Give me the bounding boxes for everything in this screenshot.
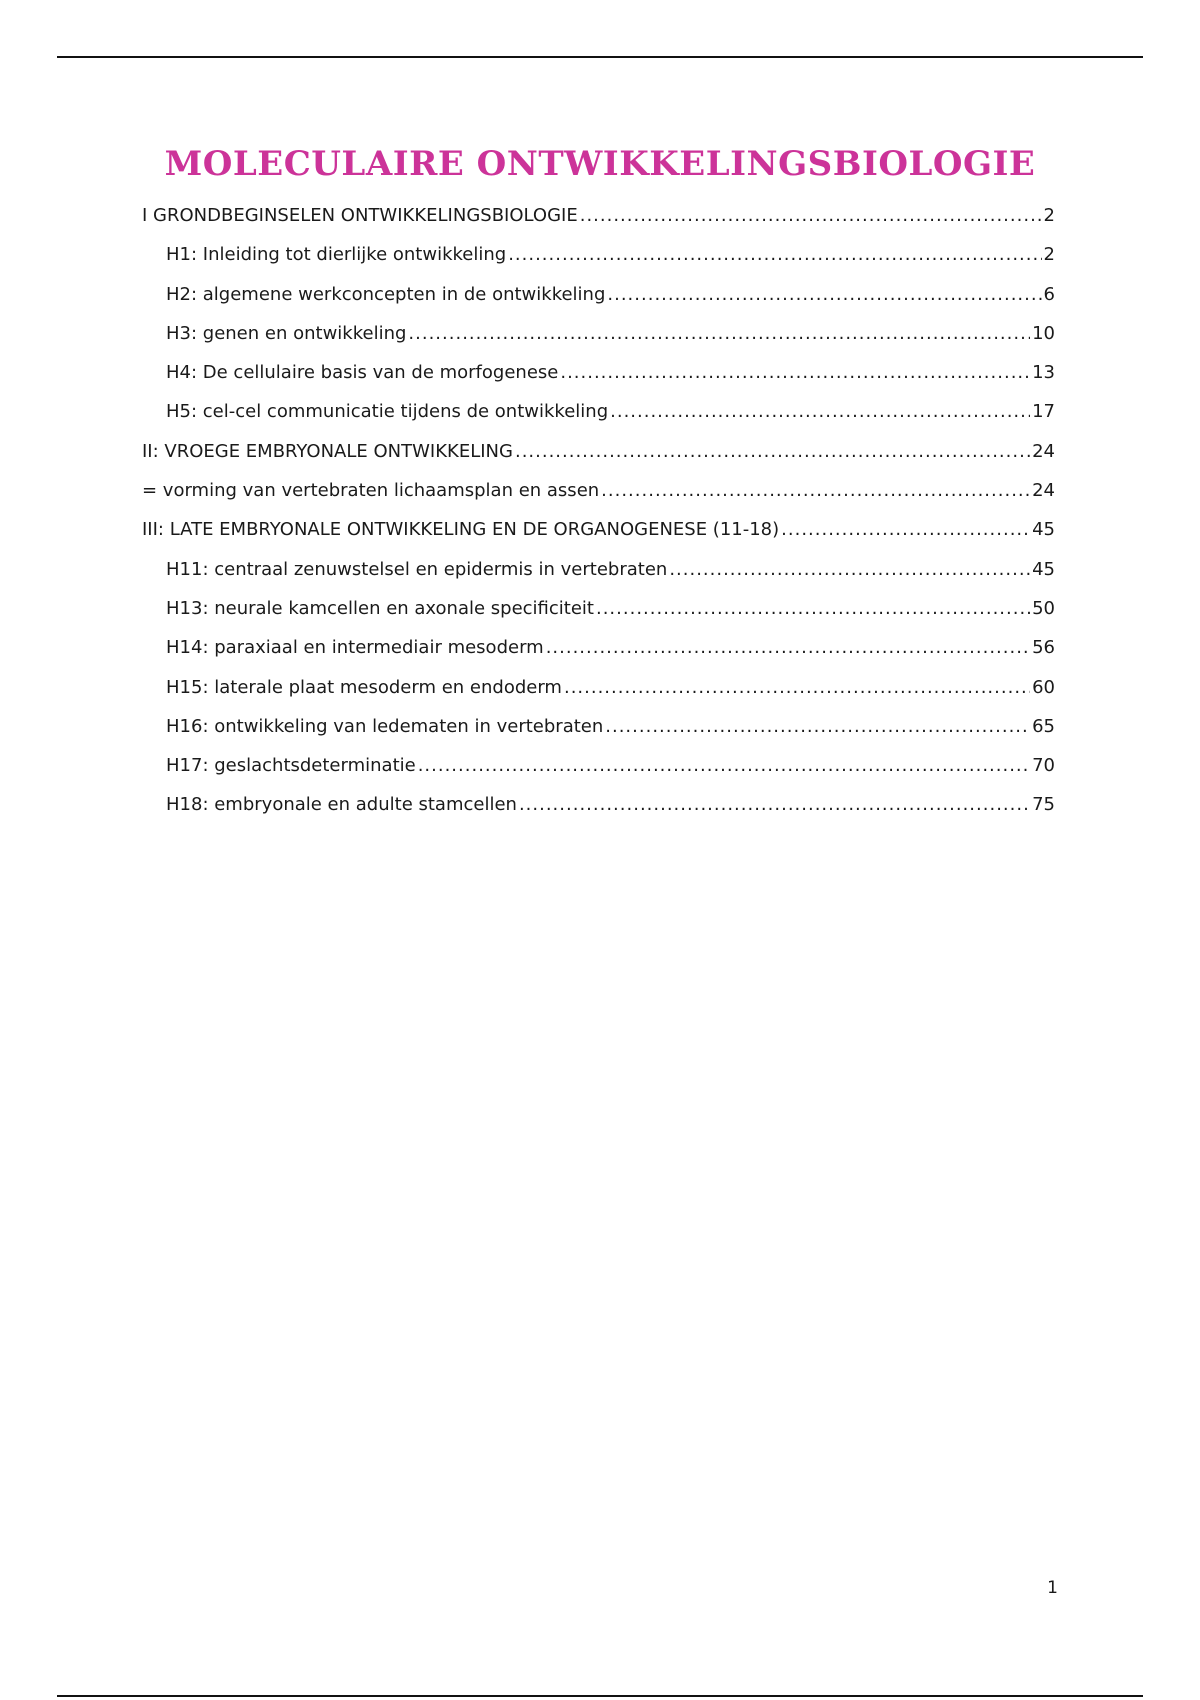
- toc-entry-page: 24: [1032, 440, 1055, 462]
- toc-entry[interactable]: [142, 480, 1055, 519]
- toc-entry-page: 75: [1032, 794, 1055, 816]
- toc-entry[interactable]: [142, 794, 1055, 833]
- toc-entry-label: I GRONDBEGINSELEN ONTWIKKELINGSBIOLOGIE: [142, 205, 578, 226]
- toc-entry-label: H14: paraxiaal en intermediair mesoderm: [166, 637, 544, 659]
- toc-dot-leader: [601, 480, 1030, 501]
- toc-entry-label: H2: algemene werkconcepten in de ontwikkeling: [166, 283, 606, 305]
- toc-dot-leader: [610, 401, 1030, 422]
- toc-entry[interactable]: [142, 559, 1055, 598]
- toc-entry[interactable]: [142, 401, 1055, 440]
- toc-entry-label: H5: cel-cel communicatie tijdens de ontwikkeling: [166, 401, 609, 423]
- toc-dot-leader: [546, 637, 1030, 658]
- toc-dot-leader: [605, 716, 1030, 737]
- toc-entry-label: H13: neurale kamcellen en axonale specificiteit: [166, 597, 594, 619]
- toc-entry[interactable]: [142, 205, 1055, 244]
- toc-entry-page: 45: [1032, 558, 1055, 580]
- toc-entry-label: H1: Inleiding tot dierlijke ontwikkeling: [166, 244, 507, 266]
- toc-entry-label: H11: centraal zenuwstelsel en epidermis in vertebraten: [166, 558, 668, 580]
- toc-entry[interactable]: [142, 441, 1055, 480]
- toc-entry-page: 10: [1032, 322, 1055, 344]
- toc-entry[interactable]: [142, 755, 1055, 794]
- toc-entry-label: H16: ontwikkeling van ledematen in vertebraten: [166, 715, 604, 737]
- toc-entry-page: 2: [1043, 205, 1055, 226]
- bottom-rule: [57, 1695, 1143, 1697]
- toc-dot-leader: [564, 677, 1030, 698]
- toc-dot-leader: [669, 559, 1030, 580]
- toc-entry-page: 50: [1032, 597, 1055, 619]
- toc-entry-label: H3: genen en ontwikkeling: [166, 322, 407, 344]
- toc-dot-leader: [580, 205, 1042, 226]
- toc-entry[interactable]: [142, 244, 1055, 283]
- table-of-contents: [142, 205, 1055, 834]
- toc-entry[interactable]: [142, 598, 1055, 637]
- toc-entry-page: 6: [1043, 283, 1055, 305]
- toc-entry-page: 24: [1032, 480, 1055, 502]
- top-rule: [57, 56, 1143, 58]
- toc-dot-leader: [519, 794, 1030, 815]
- toc-dot-leader: [408, 323, 1030, 344]
- toc-entry-label: II: VROEGE EMBRYONALE ONTWIKKELING: [142, 440, 513, 462]
- toc-entry-page: 13: [1032, 362, 1055, 384]
- toc-dot-leader: [607, 284, 1041, 305]
- toc-dot-leader: [418, 755, 1030, 776]
- page-number: 1: [1047, 1578, 1058, 1598]
- toc-dot-leader: [596, 598, 1030, 619]
- toc-entry[interactable]: [142, 323, 1055, 362]
- toc-dot-leader: [508, 244, 1041, 265]
- toc-entry-page: 2: [1043, 244, 1055, 266]
- toc-entry-label: = vorming van vertebraten lichaamsplan en assen: [142, 480, 600, 502]
- toc-entry-label: H17: geslachtsdeterminatie: [166, 755, 416, 777]
- toc-entry-page: 70: [1032, 755, 1055, 777]
- toc-entry-label: H4: De cellulaire basis van de morfogenese: [166, 362, 559, 384]
- toc-entry[interactable]: [142, 519, 1055, 558]
- toc-entry-page: 60: [1032, 676, 1055, 698]
- toc-entry[interactable]: [142, 362, 1055, 401]
- toc-dot-leader: [781, 519, 1030, 540]
- toc-entry-page: 56: [1032, 637, 1055, 659]
- toc-entry[interactable]: [142, 284, 1055, 323]
- toc-entry-label: H15: laterale plaat mesoderm en endoderm: [166, 676, 562, 698]
- toc-entry[interactable]: [142, 637, 1055, 676]
- toc-entry-label: III: LATE EMBRYONALE ONTWIKKELING EN DE ORGANOGENESE (11-18): [142, 519, 780, 541]
- toc-dot-leader: [560, 362, 1030, 383]
- toc-entry[interactable]: [142, 677, 1055, 716]
- toc-entry-label: H18: embryonale en adulte stamcellen: [166, 794, 517, 816]
- document-title: MOLECULAIRE ONTWIKKELINGSBIOLOGIE: [164, 144, 1036, 184]
- toc-entry-page: 17: [1032, 401, 1055, 423]
- toc-entry-page: 45: [1032, 519, 1055, 541]
- toc-dot-leader: [515, 441, 1030, 462]
- toc-entry[interactable]: [142, 716, 1055, 755]
- toc-entry-page: 65: [1032, 715, 1055, 737]
